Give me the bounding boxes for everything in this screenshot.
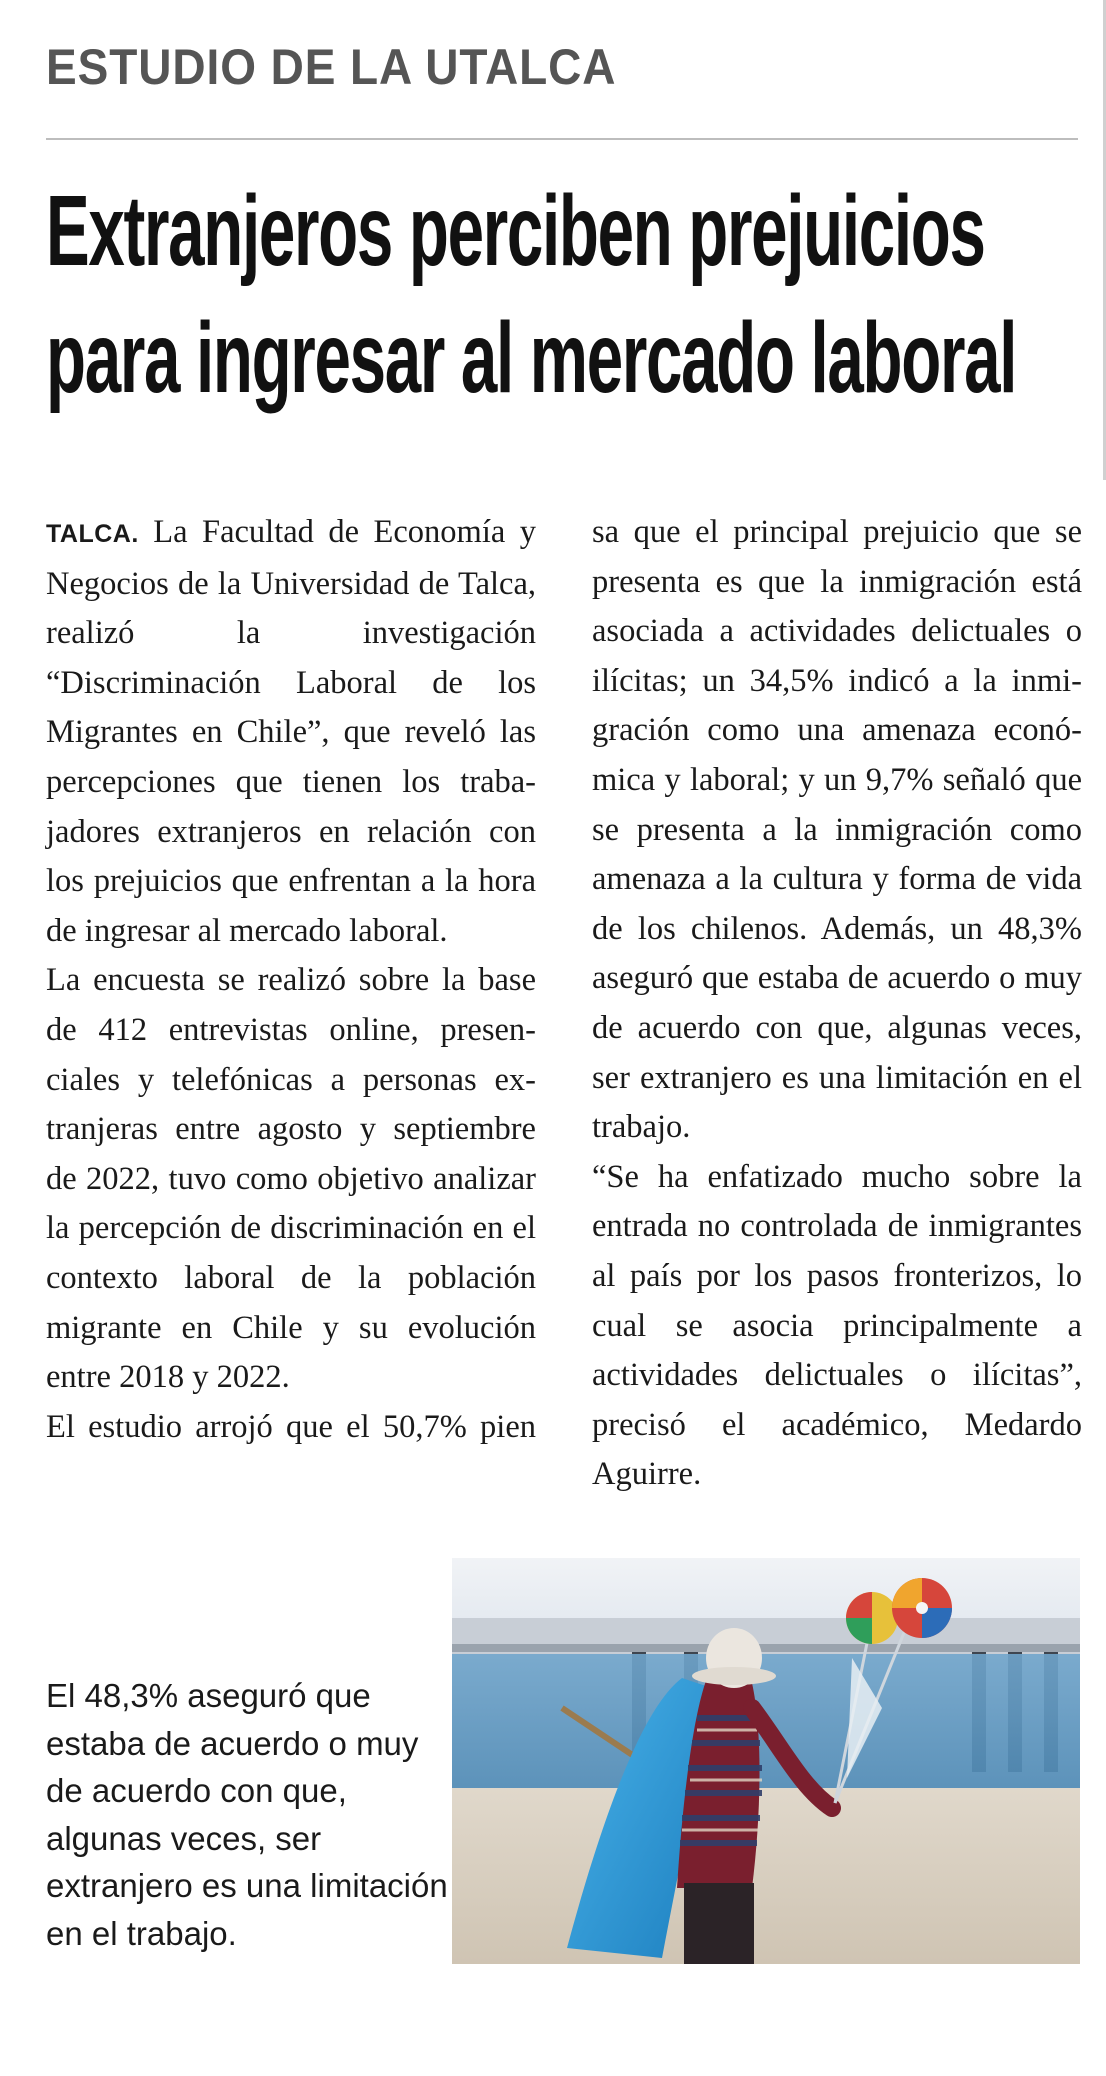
section-kicker: ESTUDIO DE LA UTALCA: [46, 39, 617, 95]
header-divider: [46, 138, 1078, 140]
pull-quote: El 48,3% aseguró que estaba de acuerdo o muy de acuerdo con que, algunas veces, ser extranjero es una limitación en el trabajo.: [46, 1677, 448, 1952]
headline-line-2: para ingresar al mercado laboral: [46, 302, 1017, 414]
article-paragraph-2: La encuesta se realizó sobre la base de 412 entrevistas online, presenciales y telefónicas a personas extranjeras entre agosto y septiembre de 2022, tuvo como objetivo analizar la percepción de discriminación en el contexto laboral de la población migrante en Chile y su evolución entre 2018 y 2022.: [46, 962, 536, 1396]
article-column-right: [592, 508, 1082, 1500]
dateline: TALCA.: [46, 520, 139, 548]
article-paragraph-1: [46, 508, 536, 956]
article-paragraph-4: “Se ha enfatizado mucho sobre la entrada no controlada de inmigrantes al país por los pasos fronterizos, lo cual se asocia principalmente a actividades delictuales o ilícitas”, precisó el académico, Medardo Aguirre.: [592, 1158, 1082, 1493]
article-column-left: [46, 508, 536, 1452]
paragraph-1-text: La Facultad de Economía y Negocios de la Universidad de Talca, realizó la investigación “Discriminación Laboral de los Migrantes en Chile”, que reveló las percepciones que tienen los trabajadores extranjeros en relación con los prejuicios que enfrentan a la hora de ingresar al mercado laboral.: [46, 514, 537, 949]
beach-vendor-photo: [452, 1558, 1080, 1964]
article-paragraph-3: El estudio arrojó que el 50,7% pien: [46, 1408, 536, 1445]
article-paragraph-3-continued: sa que el principal prejuicio que se presenta es que la inmigración está asociada a actividades delictuales o ilícitas; un 34,5% indicó a la inmigración como una amenaza económica y laboral; y un 9,7% señaló que se presenta a la inmigración como amenaza a la cultura y forma de vida de los chilenos. Además, un 48,3% aseguró que estaba de acuerdo o muy de acuerdo con que, algunas veces, ser extranjero es una limitación en el trabajo.: [592, 514, 1082, 1146]
headline: [46, 168, 1086, 422]
headline-line-1: Extranjeros perciben prejuicios: [46, 175, 985, 287]
